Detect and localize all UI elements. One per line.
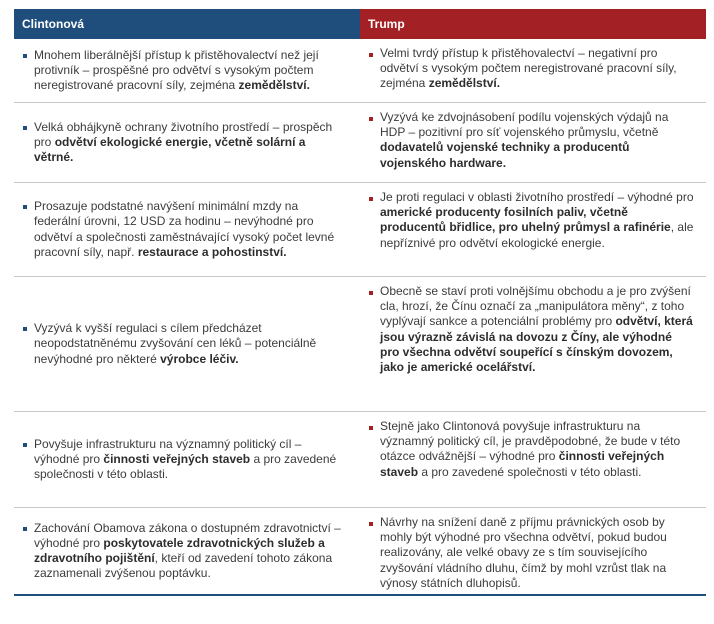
cell-text [34,437,348,483]
bold-segment: poskytovatele zdravotnických služeb a zdravotního pojištění [34,535,325,565]
text-segment: , ale nepříznivé pro odvětví ekologické energie. [380,220,694,250]
text-segment: Vyzývá ke zdvojnásobení podílu vojenských výdajů na HDP – pozitivní pro síť vojenského průmyslu, včetně [380,110,669,140]
bold-segment: restaurace a pohostinství. [137,244,287,259]
table-row [14,277,706,412]
text-segment: Povyšuje infrastrukturu na významný politický cíl – výhodné pro [34,436,302,466]
bold-segment: americké producenty fosilních paliv, včetně producentů břidlice, pro uhelný průmysl a rafinérie [380,205,671,235]
comparison-table [14,9,706,596]
clinton-cell [14,39,360,102]
bold-segment: výrobce léčiv. [160,351,239,366]
text-segment: Zachování Obamova zákona o dostupném zdravotnictví – výhodné pro [34,520,341,550]
cell-text [380,190,694,251]
bullet-icon [369,117,373,121]
cell-text [34,199,348,260]
table-row [14,39,706,103]
cell-text [34,120,348,166]
text-segment: Velmi tvrdý přístup k přistěhovalectví – negativní pro odvětví s vysokým počtem neregistrované pracovní síly, zejména [380,46,677,91]
bullet-icon [369,197,373,201]
text-segment: Návrhy na snížení daně z příjmu právnických osob by mohly být výhodné pro všechna odvětví, pokud budou realizovány, ale velké obavy ze s tím souvisejícího zvyšování vládního dluhu, čímž by mohl vzrůst tlak na výnosy státních dluhopisů. [380,515,667,590]
bullet-icon [23,54,27,58]
table-row [14,103,706,183]
cell-text [34,48,348,94]
clinton-cell [14,412,360,507]
bold-segment: zemědělství. [428,76,501,91]
table-body [14,39,706,596]
bullet-icon [23,527,27,531]
cell-text [380,419,694,480]
cell-text [380,284,694,375]
bullet-icon [369,53,373,57]
header-trump: Trump [360,9,706,39]
clinton-cell [14,508,360,594]
bullet-icon [369,426,373,430]
bold-segment: odvětví ekologické energie, včetně solární a větrné. [34,134,306,165]
trump-cell [360,508,706,594]
trump-cell [360,103,706,182]
header-clinton: Clintonová [14,9,360,39]
text-segment: a pro zavedené společnosti v této oblasti. [418,464,642,479]
clinton-cell [14,103,360,182]
cell-text [380,110,694,171]
trump-cell [360,412,706,507]
clinton-cell [14,277,360,411]
bullet-icon [23,126,27,130]
bullet-icon [369,291,373,295]
table-row [14,412,706,508]
trump-cell [360,183,706,276]
text-segment: Prosazuje podstatné navýšení minimální mzdy na federální úrovni, 12 USD za hodinu – nevýhodné pro odvětví a společnosti zaměstnávající vysoký počet levné pracovní síly, např. [34,199,335,259]
clinton-cell [14,183,360,276]
cell-text [34,321,348,367]
bullet-icon [23,327,27,331]
bullet-icon [369,522,373,526]
table-row [14,183,706,277]
cell-text [380,515,694,591]
bold-segment: činnosti veřejných staveb [103,451,251,466]
cell-text [34,521,348,582]
text-segment: Je proti regulaci v oblasti životního prostředí – výhodné pro [380,190,694,204]
text-segment: Obecně se staví proti volnějšímu obchodu a je pro zvýšení cla, hrozí, že Čínu označí za „manipulátora měny“, z toho vyplývají sankce a potenciální problémy pro [380,284,691,329]
bullet-icon [23,443,27,447]
bold-segment: zemědělství. [238,78,310,93]
bold-segment: odvětví, která jsou výrazně závislá na dovozu z Číny, ale výhodné pro všechna odvětví soupeřící s čínským dovozem, jako je americké ocelářství. [380,314,693,375]
text-segment: , kteří od zavedení tohoto zákona zaznamenali zvýšenou poptávku. [34,551,333,581]
text-segment: Vyzývá k vyšší regulaci s cílem předcházet neopodstatněnému zvyšování cen léků – potenciálně nevýhodné pro některé [34,321,317,366]
bold-segment: činnosti veřejných staveb [380,449,665,479]
cell-text [380,46,694,92]
text-segment: Velká obhájkyně ochrany životního prostředí – prospěch pro [34,119,333,149]
bullet-icon [23,205,27,209]
table-row [14,508,706,596]
text-segment: Mnohem liberálnější přístup k přistěhovalectví než její protivník – prospěšné pro odvětví s vysokým počtem neregistrované pracovní síly, zejména [34,47,319,93]
trump-cell [360,277,706,411]
trump-cell [360,39,706,102]
text-segment: Stejně jako Clintonová povyšuje infrastrukturu na významný politický cíl, je pravděpodobné, že bude v této otázce odvážnější – výhodné pro [380,419,681,464]
text-segment: a pro zavedené společnosti v této oblasti. [34,451,337,482]
bold-segment: dodavatelů vojenské techniky a producentů vojenského hardware. [380,140,630,170]
table-header [14,9,706,39]
